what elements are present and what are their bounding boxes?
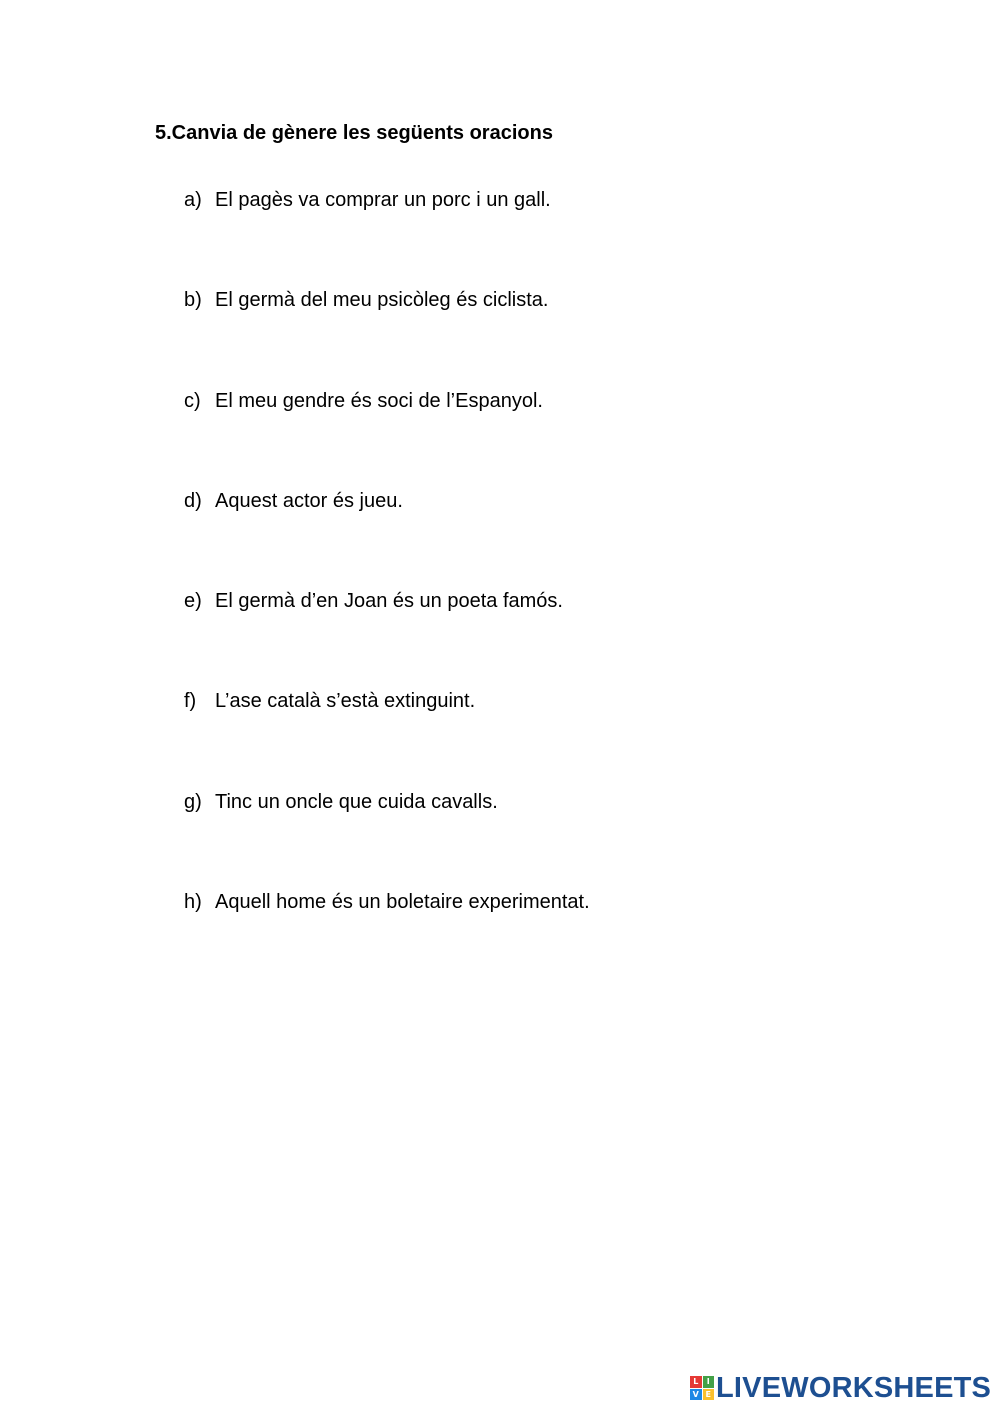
- item-letter: a): [184, 189, 202, 211]
- item-text: Aquell home és un boletaire experimentat.: [215, 891, 590, 913]
- list-item: [184, 689, 475, 713]
- logo-text: LIVEWORKSHEETS: [716, 1372, 992, 1404]
- item-text: El meu gendre és soci de l’Espanyol.: [215, 390, 543, 412]
- list-item: [184, 589, 563, 613]
- logo-mark-icon: [690, 1376, 714, 1400]
- page-title: 5.Canvia de gènere les següents oracions: [155, 122, 553, 144]
- item-text: L’ase català s’està extinguint.: [215, 690, 476, 712]
- item-letter: h): [184, 891, 202, 913]
- logo-tile: L: [690, 1376, 702, 1388]
- item-letter: c): [184, 390, 201, 412]
- item-letter: g): [184, 791, 202, 813]
- item-letter: f): [184, 690, 197, 712]
- list-item: [184, 288, 548, 312]
- list-item: [184, 489, 403, 513]
- item-letter: e): [184, 590, 202, 612]
- list-item: [184, 389, 543, 413]
- item-text: El germà d’en Joan és un poeta famós.: [215, 590, 563, 612]
- item-text: Tinc un oncle que cuida cavalls.: [215, 791, 498, 813]
- logo-tile: V: [690, 1389, 702, 1401]
- list-item: [184, 188, 551, 212]
- list-item: [184, 890, 590, 914]
- liveworksheets-logo: [690, 1373, 991, 1403]
- item-text: El germà del meu psicòleg és ciclista.: [215, 289, 549, 311]
- item-letter: d): [184, 490, 202, 512]
- logo-tile: I: [703, 1376, 715, 1388]
- item-letter: b): [184, 289, 202, 311]
- item-text: Aquest actor és jueu.: [215, 490, 403, 512]
- item-text: El pagès va comprar un porc i un gall.: [215, 189, 551, 211]
- logo-tile: E: [703, 1389, 715, 1401]
- list-item: [184, 790, 498, 814]
